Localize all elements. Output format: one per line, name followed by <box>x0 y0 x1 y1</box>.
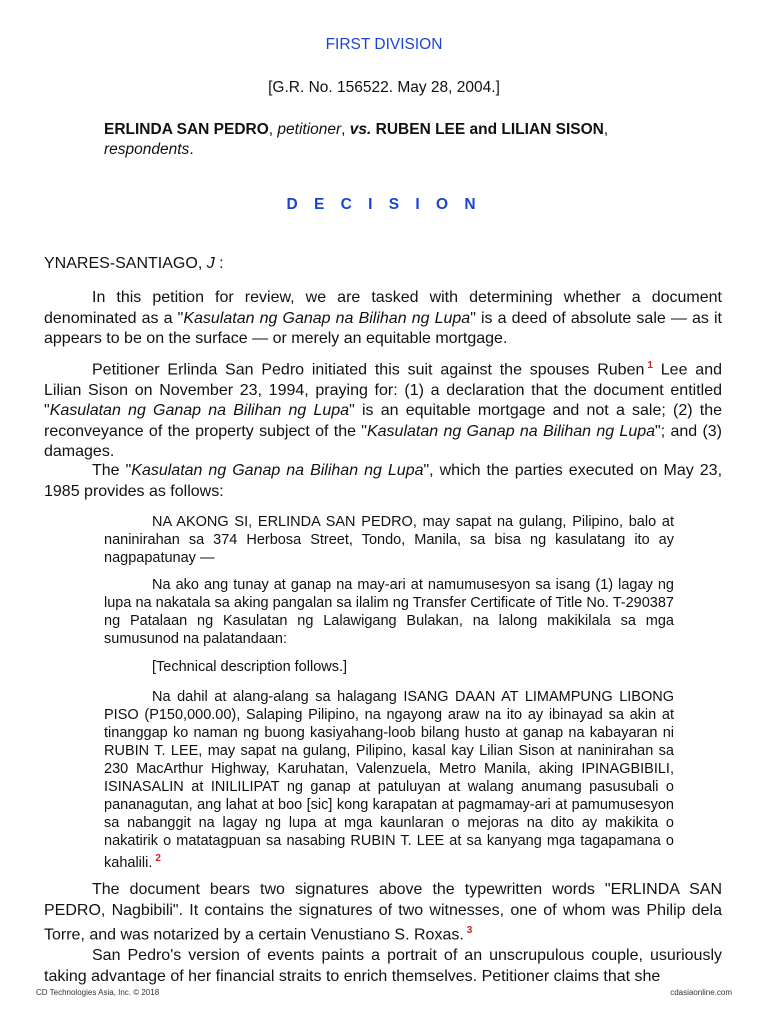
p2-text-c: " is an equitable mortgage and not a sale; (2) the reconveyance of the property subject of the " <box>44 402 723 440</box>
decision-heading: D E C I S I O N <box>286 196 482 213</box>
p2-italic-1: Kasulatan ng Ganap na Bilihan ng Lupa <box>49 402 350 420</box>
quote-paragraph-4: Na dahil at alang-alang sa halagang ISANG DAAN AT LIMAMPUNG LIBONG PISO (P150,000.00), Salaping Pilipino, na ngayong araw na ito ay ibinayad sa akin at tinanggap ko naman ng buong kasiyahang-loob bilang husto at ganap na kabayaran ni RUBIN T. LEE, may sapat na gulang, Pilipino, kasal kay Lilian Sison at naninirahan sa 230 MacArthur Highway, Karuhatan, Valenzuela, Metro Manila, aking IPINAGBIBILI, ISINASALIN at INILILIPAT ng ganap at patuluyan at walang anumang pasusubali o pananagutan, ang lahat at boo [sic] kong karapatan at pagmamay-ari at pamumusesyon sa nabanggit na lagay ng lupa at mga kaunlaran o mejoras na dito ay makikita o nakatirik o matatagpuan sa nasabing RUBIN T. LEE at sa kanyang mga tagapamana o kahalili. <box>104 689 674 871</box>
paragraph-1 <box>44 288 722 350</box>
quoted-deed-4 <box>104 688 674 872</box>
footnote-link-3[interactable]: 3 <box>466 925 473 936</box>
quote-paragraph-1: NA AKONG SI, ERLINDA SAN PEDRO, may sapat na gulang, Pilipino, balo at naninirahan sa 374 Herbosa Street, Tondo, Manila, sa bisa ng kasulatang ito ay nagpapatunay — <box>104 514 674 566</box>
p3-italic: Kasulatan ng Ganap na Bilihan ng Lupa <box>131 462 424 479</box>
p1-italic: Kasulatan ng Ganap na Bilihan ng Lupa <box>183 309 471 327</box>
p2-text-b: Lee and Lilian Sison on November 23, 1994, praying for: (1) a declaration that the document entitled " <box>44 361 723 420</box>
paragraph-4 <box>44 880 722 946</box>
p5-text: San Pedro's version of events paints a portrait of an unscrupulous couple, usuriously taking advantage of her financial straits to enrich themselves. Petitioner claims that she <box>44 947 722 985</box>
quote-paragraph-2: Na ako ang tunay at ganap na may-ari at namumusesyon sa isang (1) lagay ng lupa na nakatala sa aking pangalan sa ilalim ng Transfer Certificate of Title No. T-290387 ng Patalaan ng Kasulatan ng Lalawigang Bulakan, na lalong makikilala sa mga sumusunod na palatandaan: <box>104 577 674 647</box>
division-heading: FIRST DIVISION <box>325 36 443 53</box>
respondents-names: RUBEN LEE and LILIAN SISON <box>375 121 604 138</box>
p1-text-a: In this petition for review, we are tasked with determining whether a document denominated as a " <box>44 289 722 327</box>
p4-text: The document bears two signatures above the typewritten words "ERLINDA SAN PEDRO, Nagbibili". It contains the signatures of two witnesses, one of whom was Philip dela Torre, and was notarized by a certain Venustiano S. Roxas. <box>44 881 722 944</box>
quoted-deed <box>104 513 674 567</box>
versus: vs. <box>349 121 372 138</box>
footer-copyright: CD Technologies Asia, Inc. © 2018 <box>36 988 160 997</box>
p1-text-b: " is a deed of absolute sale — as it appears to be on the surface — or merely an equitable mortgage. <box>44 309 722 347</box>
ponente-title: J <box>206 255 215 272</box>
quoted-deed-2 <box>104 576 674 648</box>
paragraph-5 <box>44 946 722 987</box>
paragraph-3 <box>44 461 722 502</box>
ponente-name: YNARES-SANTIAGO <box>44 255 198 272</box>
quote-paragraph-3: [Technical description follows.] <box>152 659 348 675</box>
footnote-link-1[interactable]: 1 <box>647 360 653 371</box>
p2-italic-2: Kasulatan ng Ganap na Bilihan ng Lupa <box>366 422 656 440</box>
footnote-link-2[interactable]: 2 <box>155 853 161 864</box>
footer-site: cdasiaonline.com <box>670 988 732 997</box>
petitioner-role: petitioner <box>277 121 342 138</box>
petitioner-name: ERLINDA SAN PEDRO <box>104 121 269 138</box>
case-number: [G.R. No. 156522. May 28, 2004.] <box>268 79 500 96</box>
p2-text-d: "; and (3) damages. <box>44 422 723 461</box>
case-parties: ERLINDA SAN PEDRO, petitioner, vs. RUBEN LEE and LILIAN SISON, respondents. <box>104 121 609 158</box>
p3-text-a: The " <box>92 462 132 479</box>
quoted-deed-3 <box>104 658 674 676</box>
respondents-role: respondents <box>104 141 190 158</box>
p3-text-b: ", which the parties executed on May 23, 1985 provides as follows: <box>44 462 723 500</box>
paragraph-2 <box>44 356 722 463</box>
p2-text-a: Petitioner Erlinda San Pedro initiated this suit against the spouses Ruben <box>92 361 645 379</box>
ponente: YNARES-SANTIAGO, J : <box>44 255 224 272</box>
